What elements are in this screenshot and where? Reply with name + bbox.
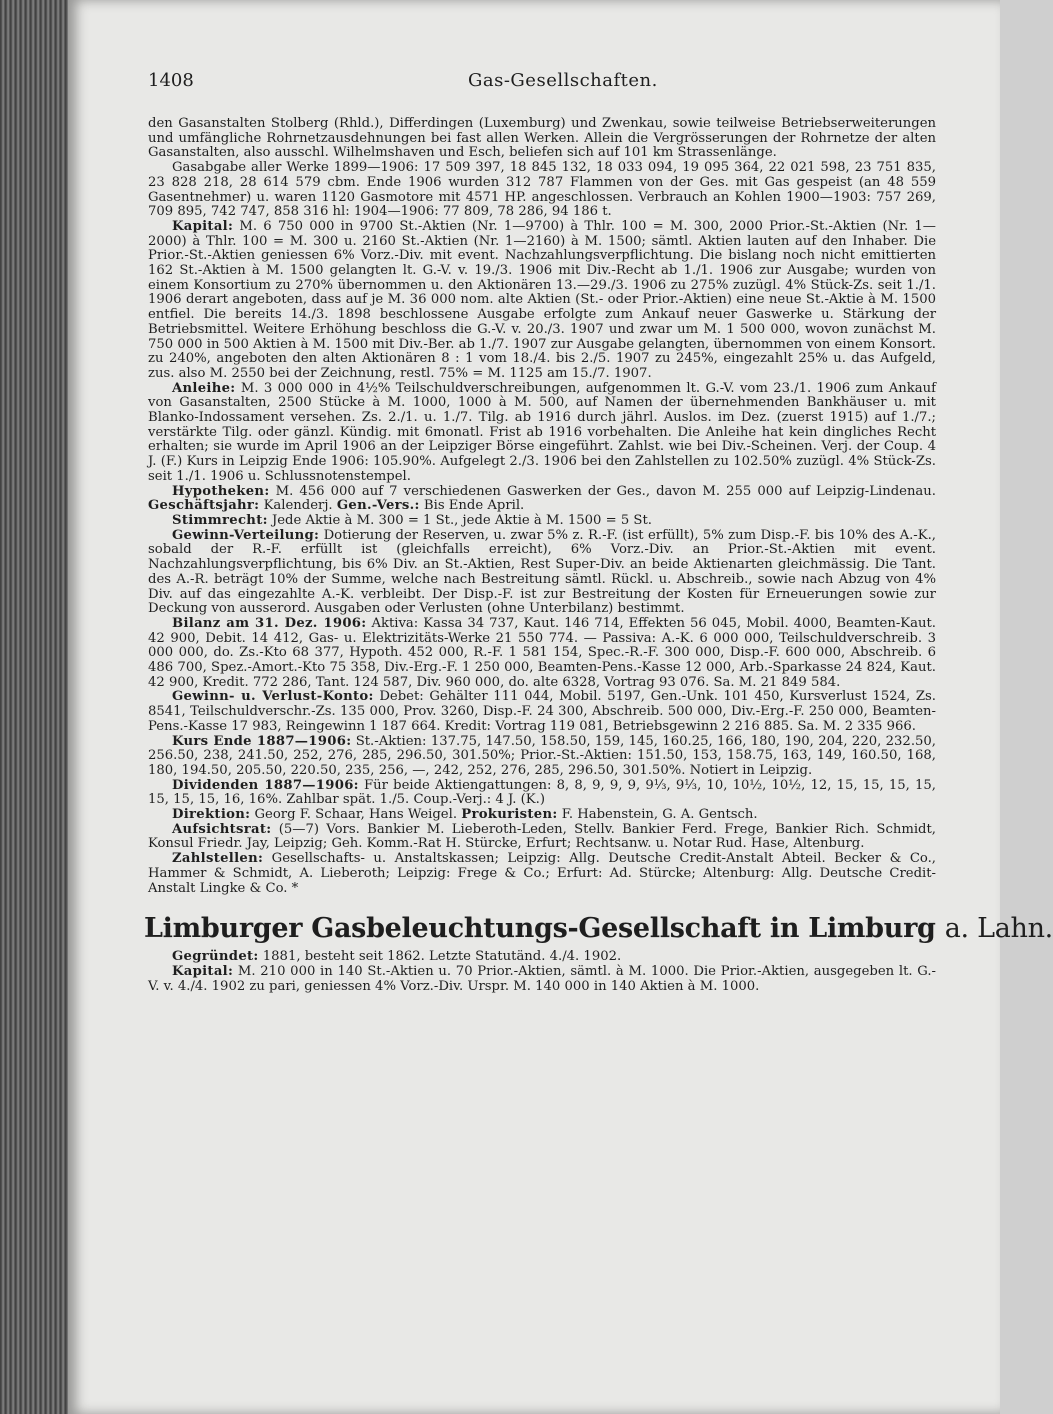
entry-label: Dividenden 1887—1906: [172, 777, 359, 793]
company-title [144, 912, 1053, 946]
entry-text: Für beide Aktiengattungen: 8, 8, 9, 9, 9, 9⅓, 9⅓, 10, 10½, 10½, 12, 15, 15, 15, 15, 15, 15, 15, 16, 16%. Zahlbar spät. 1./5. Coup.-Verj.: 4 J. (K.) [148, 777, 936, 808]
running-title: Gas-Gesellschaften. [468, 70, 658, 91]
entry-hypotheken [148, 485, 936, 514]
company-place: a. Lahn. [944, 913, 1053, 945]
article-body [144, 116, 1053, 994]
entry-label: Kapital: [172, 963, 234, 979]
company-entry-limburg [144, 912, 1053, 994]
entry-zahlstellen [148, 852, 936, 896]
entry-aufsichtsrat [148, 823, 936, 852]
entry-text: Dotierung der Reserven, u. zwar 5% z. R.-F. (ist erfüllt), 5% zum Disp.-F. bis 10% des A.-K., sobald der R.-F. erfüllt ist (gleichfalls erreicht), 6% Vorz.-Div. an Prior.-St.-Aktien mit event. Nachzahlungsverpflichtung, bis 6% Div. an St.-Aktien, Rest Super-Div. an beide Aktienarten gleichmässig. Die Tant. des A.-R. beträgt 10% der Summe, welche nach Bestreitung sämtl. Rückl. u. Abschreib., sowie nach Abzug von 4% Div. auf das eingezahlte A.-K. verbleibt. Der Disp.-F. ist zur Bestreitung der Kosten für Erneuerungen sowie zur Deckung von ausserord. Ausgaben oder Verlusten (ohne Unterbilanz) bestimmt. [148, 527, 936, 617]
entry-kapital-limburg [148, 965, 936, 994]
entry-label: Gen.-Vers.: [336, 498, 420, 514]
entry-gewinn-verlust [148, 690, 936, 734]
company-name: Limburger Gasbeleuchtungs-Gesellschaft in Limburg [144, 913, 936, 945]
entry-label: Bilanz am 31. Dez. 1906: [172, 615, 367, 631]
entry-text: Aktiva: Kassa 34 737, Kaut. 146 714, Effekten 56 045, Mobil. 4000, Beamten-Kaut. 42 900, Debit. 14 412, Gas- u. Elektrizitäts-Werke 21 550 774. — Passiva: A.-K. 6 000 000, Teilschuldverschreib. 3 000 000, do. Zs.-Kto 68 377, Hypoth. 452 000, R.-F. 1 581 154, Spec.-R.-F. 300 000, Disp.-F. 600 000, Abschreib. 6 486 700, Spez.-Amort.-Kto 75 358, Div.-Erg.-F. 1 250 000, Beamten-Pens.-Kasse 12 000, Arb.-Sparkasse 24 824, Kaut. 42 900, Kredit. 772 286, Tant. 124 587, Div. 960 000, do. alte 6328, Vortrag 93 076. Sa. M. 21 849 584. [148, 615, 936, 690]
entry-kurs [148, 735, 936, 779]
entry-text: Bis Ende April. [423, 498, 525, 514]
entry-text: M. 3 000 000 in 4½% Teilschuldverschreibungen, aufgenommen lt. G.-V. vom 23./1. 1906 zum Ankauf von Gasanstalten, 2500 Stücke à M. 1000, 1000 à M. 500, auf Namen der übernehmenden Bankhäuser u. mit Blanko-Indossament versehen. Zs. 2./1. u. 1./7. Tilg. ab 1916 durch jährl. Auslos. im Dez. (zuerst 1915) auf 1./7.; verstärkte Tilg. oder gänzl. Kündig. mit 6monatl. Frist ab 1916 vorbehalten. Die Anleihe hat kein dingliches Recht erhalten; sie wurde im April 1906 an der Leipziger Börse eingeführt. Zahlst. wie bei Div.-Scheinen. Verj. der Coup. 4 J. (F.) Kurs in Leipzig Ende 1906: 105.90%. Aufgelegt 2./3. 1906 bei den Zahlstellen zu 102.50% zuzügl. 4% Stück-Zs. seit 1./1. 1906 u. Schlussnotenstempel. [148, 380, 936, 484]
intro-paragraph-2: Gasabgabe aller Werke 1899—1906: 17 509 397, 18 845 132, 18 033 094, 19 095 364, 22 021 598, 23 751 835, 23 828 218, 28 614 579 cbm. Ende 1906 wurden 312 787 Flammen von der Ges. mit Gas gespeist (an 48 559 Gasentnehmer) u. waren 1120 Gasmotore mit 4571 HP. angeschlossen. Verbrauch an Kohlen 1900—1903: 757 269, 709 895, 742 747, 858 316 hl: 1904—1906: 77 809, 78 286, 94 186 t. [148, 160, 936, 220]
entry-direktion [148, 808, 936, 823]
entry-gegruendet [148, 950, 936, 965]
book-page [68, 0, 1053, 1414]
entry-label: Anleihe: [172, 380, 236, 396]
entry-label: Stimmrecht: [172, 512, 268, 528]
entry-text: Jede Aktie à M. 300 = 1 St., jede Aktie à M. 1500 = 5 St. [271, 512, 652, 528]
entry-text: St.-Aktien: 137.75, 147.50, 158.50, 159, 145, 160.25, 166, 180, 190, 204, 220, 232.50, 256.50, 238, 241.50, 252, 276, 285, 296.50, 301.50%; Prior.-St.-Aktien: 151.50, 153, 158.75, 163, 149, 160.50, 168, 180, 194.50, 205.50, 220.50, 235, 256, —, 242, 252, 276, 285, 296.50, 301.50%. Notiert in Leipzig. [148, 733, 936, 778]
entry-label: Gewinn- u. Verlust-Konto: [172, 689, 374, 705]
entry-text: Debet: Gehälter 111 044, Mobil. 5197, Gen.-Unk. 101 450, Kursverlust 1524, Zs. 8541, Teilschuldverschr.-Zs. 135 000, Prov. 3260, Disp.-F. 24 300, Abschreib. 500 000, Div.-Erg.-F. 250 000, Beamten-Pens.-Kasse 17 983, Reingewinn 1 187 664. Kredit: Vortrag 119 081, Betriebsgewinn 2 216 885. Sa. M. 2 335 966. [148, 689, 936, 734]
entry-text: F. Habenstein, G. A. Gentsch. [561, 807, 758, 823]
page-number: 1408 [148, 70, 194, 91]
entry-text: (5—7) Vors. Bankier M. Lieberoth-Leden, Stellv. Bankier Ferd. Frege, Bankier Rich. Schmidt, Konsul Friedr. Jay, Leipzig; Geh. Komm.-Rat H. Stürcke, Erfurt; Rechtsanw. u. Notar Rud. Hase, Altenburg. [148, 821, 936, 852]
entry-label: Geschäftsjahr: [148, 498, 260, 514]
entry-label: Zahlstellen: [172, 851, 264, 867]
entry-label: Prokuristen: [461, 807, 558, 823]
entry-text: M. 456 000 auf 7 verschiedenen Gaswerken der Ges., davon M. 255 000 auf Leipzig-Lindenau. [275, 483, 936, 499]
entry-text: M. 210 000 in 140 St.-Aktien u. 70 Prior.-Aktien, sämtl. à M. 1000. Die Prior.-Aktien, ausgegeben lt. G.-V. v. 4./4. 1902 zu pari, geniessen 4% Vorz.-Div. Urspr. M. 140 000 in 140 Aktien à M. 1000. [148, 963, 936, 994]
entry-gewinn-verteilung [148, 529, 936, 617]
entry-label: Aufsichtsrat: [172, 821, 272, 837]
entry-label: Gegründet: [172, 949, 259, 965]
entry-anleihe [148, 382, 936, 485]
entry-label: Direktion: [172, 807, 251, 823]
entry-text: Kalenderj. [263, 498, 333, 514]
entry-text: Georg F. Schaar, Hans Weigel. [254, 807, 458, 823]
intro-paragraph-1: den Gasanstalten Stolberg (Rhld.), Differdingen (Luxemburg) und Zwenkau, sowie teilweise Betriebserweiterungen und umfängliche Rohrnetzausdehnungen bei fast allen Werken. Allein die Vergrösserungen der Rohrnetze der alten Gasanstalten, also ausschl. Wilhelmshaven und Esch, beliefen sich auf 101 km Strassenlänge. [148, 116, 936, 161]
entry-stimmrecht [148, 514, 936, 529]
entry-kapital [148, 220, 936, 382]
entry-dividenden [148, 779, 936, 808]
entry-label: Kapital: [172, 218, 234, 234]
entry-label: Kurs Ende 1887—1906: [172, 733, 352, 749]
book-spine-edge [0, 0, 68, 1414]
entry-bilanz [148, 617, 936, 691]
entry-label: Gewinn-Verteilung: [172, 527, 320, 543]
entry-label: Hypotheken: [172, 483, 270, 499]
entry-text: M. 6 750 000 in 9700 St.-Aktien (Nr. 1—9700) à Thlr. 100 = M. 300, 2000 Prior.-St.-Aktien (Nr. 1—2000) à Thlr. 100 = M. 300 u. 2160 St.-Aktien (Nr. 1—2160) à M. 1500; sämtl. Aktien lauten auf den Inhaber. Die Prior.-St.-Aktien geniessen 6% Vorz.-Div. mit event. Nachzahlungsverpflichtung. Die bislang noch nicht emittierten 162 St.-Aktien à M. 1500 gelangten lt. G.-V. v. 19./3. 1906 mit Div.-Recht ab 1./1. 1906 zur Ausgabe; wurden von einem Konsortium zu 270% übernommen u. den Aktionären 13.—29./3. 1906 zu 275% zuzügl. 4% Stück-Zs. seit 1./1. 1906 derart angeboten, dass auf je M. 36 000 nom. alte Aktien (St.- oder Prior.-Aktien) eine neue St.-Aktie à M. 1500 entfiel. Die bereits 14./3. 1898 beschlossene Ausgabe erfolgte zum Ankauf neuer Gaswerke u. Stärkung der Betriebsmittel. Weitere Erhöhung beschloss die G.-V. v. 20./3. 1907 und zwar um M. 1 500 000, wovon zunächst M. 750 000 in 500 Aktien à M. 1500 mit Div.-Ber. ab 1./7. 1907 zur Ausgabe gelangten, übernommen von einem Konsort. zu 240%, angeboten den alten Aktionären 8 : 1 vom 18./4. bis 2./5. 1907 zu 245%, eingezahlt 25% u. das Aufgeld, zus. also M. 2550 bei der Zeichnung, restl. 75% = M. 1125 am 15./7. 1907. [148, 218, 936, 381]
entry-text: 1881, besteht seit 1862. Letzte Statutänd. 4./4. 1902. [262, 949, 622, 965]
entry-text: Gesellschafts- u. Anstaltskassen; Leipzig: Allg. Deutsche Credit-Anstalt Abteil. Becker & Co., Hammer & Schmidt, A. Lieberoth; Leipzig: Frege & Co.; Erfurt: Ad. Stürcke; Altenburg: Allg. Deutsche Credit-Anstalt Lingke & Co. * [148, 851, 936, 896]
page-header [148, 70, 940, 94]
